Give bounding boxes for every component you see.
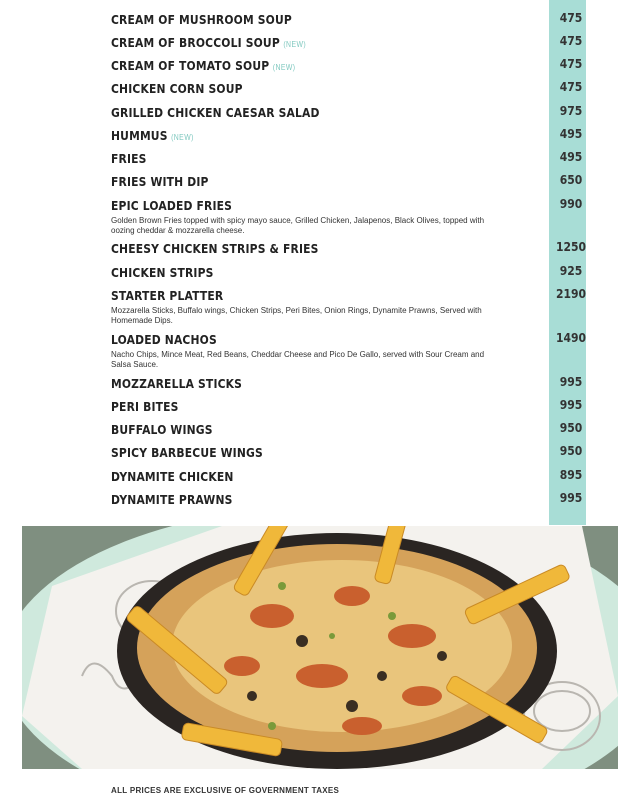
item-name	[111, 35, 306, 50]
new-tag: (NEW)	[171, 133, 194, 142]
item-name: CHEESY CHICKEN STRIPS & FRIES	[111, 241, 319, 256]
menu-item	[111, 331, 587, 370]
item-price: 475	[559, 57, 583, 71]
menu-item	[111, 375, 581, 393]
menu-item	[111, 11, 581, 29]
item-name: DYNAMITE PRAWNS	[111, 492, 233, 507]
item-name	[111, 128, 194, 143]
menu-item	[111, 421, 581, 439]
item-price: 475	[559, 34, 583, 48]
menu-item	[111, 398, 581, 416]
menu-item	[111, 264, 581, 282]
menu-item	[111, 57, 581, 75]
menu-item	[111, 491, 581, 509]
new-tag: (NEW)	[283, 40, 307, 49]
item-description: Mozzarella Sticks, Buffalo wings, Chicken Strips, Peri Bites, Onion Rings, Dynamite Prawns, Served with Homemade Dips.	[111, 306, 482, 325]
item-name: GRILLED CHICKEN CAESAR SALAD	[111, 105, 320, 120]
item-price: 925	[559, 264, 583, 278]
item-name: BUFFALO WINGS	[111, 422, 213, 437]
menu-item	[111, 150, 581, 168]
item-name: CHICKEN CORN SOUP	[111, 81, 243, 96]
item-description: Nacho Chips, Mince Meat, Red Beans, Cheddar Cheese and Pico De Gallo, served with Sour Cream and Salsa Sauce.	[111, 350, 485, 369]
item-price: 995	[559, 398, 583, 412]
item-name: SPICY BARBECUE WINGS	[111, 445, 263, 460]
menu-item	[111, 173, 581, 191]
new-tag: (NEW)	[272, 63, 296, 72]
menu-item	[111, 104, 581, 122]
menu-item	[111, 197, 581, 236]
menu-item	[111, 287, 587, 326]
item-name: CHICKEN STRIPS	[111, 265, 214, 280]
item-name: STARTER PLATTER	[111, 288, 224, 303]
item-price: 975	[559, 104, 583, 118]
item-price: 995	[559, 491, 583, 505]
item-name: LOADED NACHOS	[111, 332, 217, 347]
item-name: EPIC LOADED FRIES	[111, 198, 233, 213]
item-price: 495	[559, 127, 583, 141]
menu-item	[111, 34, 581, 52]
item-name	[111, 58, 296, 73]
item-name: FRIES WITH DIP	[111, 174, 209, 189]
menu-item	[111, 80, 581, 98]
item-price: 2190	[555, 287, 587, 301]
menu-item	[111, 127, 581, 145]
item-price: 950	[559, 444, 583, 458]
item-price: 495	[559, 150, 583, 164]
item-name: MOZZARELLA STICKS	[111, 376, 243, 391]
item-price: 990	[559, 197, 583, 211]
item-price: 895	[559, 468, 583, 482]
item-price: 475	[559, 80, 583, 94]
item-price: 950	[559, 421, 583, 435]
item-name-text: HUMMUS	[111, 128, 168, 143]
item-price: 1250	[555, 240, 587, 254]
item-description: Golden Brown Fries topped with spicy mayo sauce, Grilled Chicken, Jalapenos, Black Olives, topped with oozing cheddar & mozzarella cheese.	[111, 216, 485, 235]
menu-item	[111, 444, 581, 462]
food-photo-illustration	[22, 526, 618, 769]
item-price: 1490	[555, 331, 587, 345]
item-price: 650	[559, 173, 583, 187]
menu-item	[111, 240, 587, 258]
food-photo-loaded-fries	[22, 526, 618, 769]
item-name-text: CREAM OF TOMATO SOUP	[111, 58, 270, 73]
item-name-text: CREAM OF BROCCOLI SOUP	[111, 35, 280, 50]
item-price: 995	[559, 375, 583, 389]
footer-note: ALL PRICES ARE EXCLUSIVE OF GOVERNMENT TAXES	[111, 786, 340, 795]
menu-item	[111, 468, 581, 486]
item-name: FRIES	[111, 151, 147, 166]
item-name: PERI BITES	[111, 399, 179, 414]
item-price: 475	[559, 11, 583, 25]
item-name: DYNAMITE CHICKEN	[111, 469, 234, 484]
item-name: CREAM OF MUSHROOM SOUP	[111, 12, 292, 27]
